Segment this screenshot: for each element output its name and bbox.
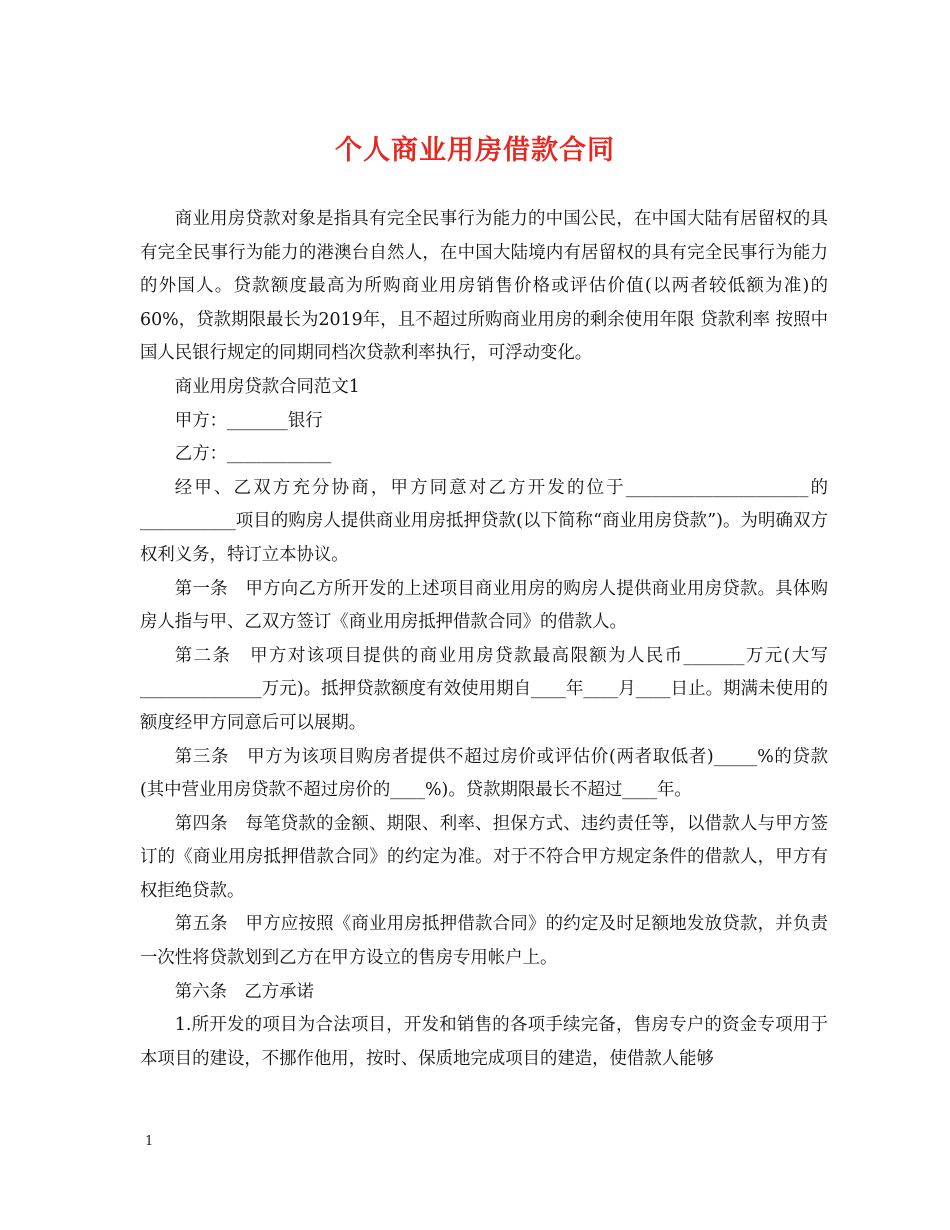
article-6-item-1: 1.所开发的项目为合法项目，开发和销售的各项手续完备，售房专户的资金专项用于本项目的建设，不挪作他用，按时、保质地完成项目的建造，使借款人能够 — [140, 1015, 828, 1069]
contract-sample-heading: 商业用房贷款合同范文1 — [174, 376, 360, 397]
document-body — [140, 203, 828, 1076]
article-3: 第三条 甲方为该项目购房者提供不超过房价或评估价(两者取低者)_____%的贷款(其中营业用房贷款不超过房价的____%)。贷款期限最长不超过____年。 — [140, 746, 828, 801]
article-5: 第五条 甲方应按照《商业用房抵押借款合同》的约定及时足额地发放贷款，并负责一次性将贷款划到乙方在甲方设立的售房专用帐户上。 — [140, 914, 828, 969]
party-b-line: 乙方：____________ — [174, 444, 332, 465]
intro-paragraph: 商业用房贷款对象是指具有完全民事行为能力的中国公民，在中国大陆有居留权的具有完全民事行为能力的港澳台自然人，在中国大陆境内有居留权的具有完全民事行为能力的外国人。贷款额度最高为所购商业用房销售价格或评估价值(以两者较低额为准)的60%，贷款期限最长为2019年，且不超过所购商业用房的剩余使用年限 贷款利率 按照中国人民银行规定的同期同档次贷款利率执行，可浮动变化。 — [140, 209, 828, 364]
document-title: 个人商业用房借款合同 — [335, 135, 615, 166]
article-1: 第一条 甲方向乙方所开发的上述项目商业用房的购房人提供商业用房贷款。具体购房人指与甲、乙双方签订《商业用房抵押借款合同》的借款人。 — [140, 578, 828, 633]
article-6-heading: 第六条 乙方承诺 — [174, 981, 314, 1002]
party-a-line: 甲方：_______银行 — [174, 410, 323, 431]
article-4: 第四条 每笔贷款的金额、期限、利率、担保方式、违约责任等，以借款人与甲方签订的《商业用房抵押借款合同》的约定为准。对于不符合甲方规定条件的借款人，甲方有权拒绝贷款。 — [140, 813, 828, 901]
article-2: 第二条 甲方对该项目提供的商业用房贷款最高限额为人民币_______万元(大写______________万元)。抵押贷款额度有效使用期自____年____月____日止。期满未使用的额度经甲方同意后可以展期。 — [140, 645, 828, 733]
preamble-paragraph: 经甲、乙双方充分协商，甲方同意对乙方开发的位于_____________________的___________项目的购房人提供商业用房抵押贷款(以下简称“商业用房贷款”)。为明确双方权利义务，特订立本协议。 — [140, 477, 828, 565]
page-number: 1 — [145, 1134, 154, 1149]
